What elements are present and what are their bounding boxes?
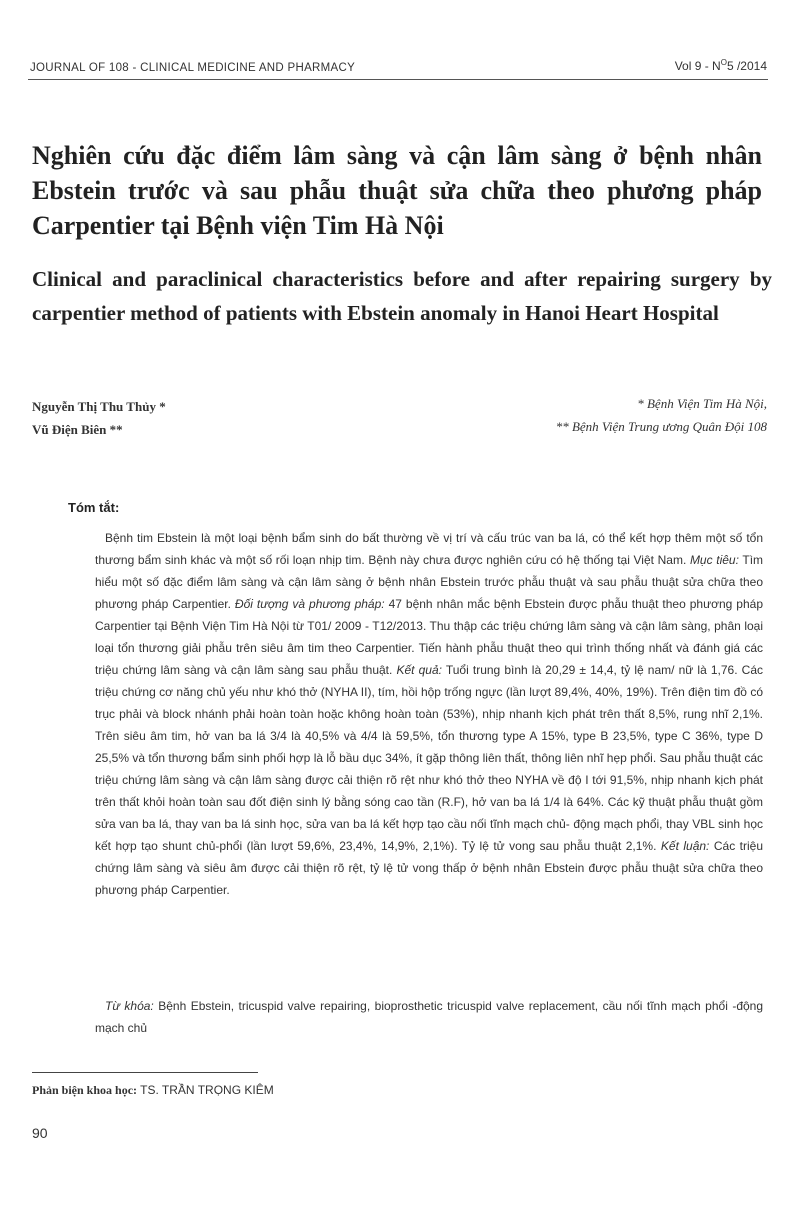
volume-issue [675,58,767,73]
method-text: 47 bệnh nhân mắc bệnh Ebstein được phẫu thuật theo phương pháp Carpentier tại Bệnh Viện Tim Hà Nội từ T01/ 2009 - T12/2013. Thu thập các triệu chứng lâm sàng và cận lâm sàng, phân loại loại tổn thương giải phẫu trên siêu âm tim theo Carpentier. Tiến hành phẫu thuật theo qui trình thống nhất và đánh giá các triệu chứng lâm sàng và cận lâm sàng sau phẫu thuật. [95,597,764,677]
author-2: Vũ Điện Biên ** [32,422,123,437]
aim-label: Mục tiêu: [689,553,739,567]
result-label: Kết quả: [396,663,442,677]
conclusion-text: Các triệu chứng lâm sàng và siêu âm được cải thiện rõ rệt, tỷ lệ tử vong thấp ở bệnh nhân Ebstein được phẫu thuật sửa chữa theo phương pháp Carpentier. [95,839,764,897]
keywords [95,995,763,1039]
abstract-body [95,527,763,901]
abstract-intro: Bệnh tim Ebstein là một loại bệnh bẩm sinh do bất thường về vị trí và cấu trúc van ba lá, có thể kết hợp thêm một số tổn thương bẩm sinh khác và một số rối loạn nhịp tim. Bệnh này chưa được nghiên cứu có hệ thống tại Việt Nam. [95,531,763,567]
author-1: Nguyễn Thị Thu Thủy * [32,399,166,414]
author-list [32,395,166,441]
footnote-divider [32,1072,258,1073]
method-label: Đối tượng và phương pháp: [234,597,385,611]
volume-superscript: O [720,58,727,67]
aim-text: Tìm hiểu một số đặc điểm lâm sàng và cận lâm sàng ở bệnh nhân Ebstein trước phẫu thuật và sau phẫu thuật sửa chữa theo phương pháp Carpentier. [95,553,764,611]
conclusion-label: Kết luận: [660,839,710,853]
volume-suffix: 5 /2014 [726,59,767,73]
journal-name: JOURNAL OF 108 - CLINICAL MEDICINE AND PHARMACY [30,62,356,74]
result-text: Tuổi trung bình là 20,29 ± 14,4, tỷ lệ nam/ nữ là 1,76. Các triệu chứng cơ năng chủ yếu như khó thở (NYHA II), tím, hồi hộp trống ngực (lần lượt 89,4%, 40%, 19%). Trên điện tim đồ có trục phải và block nhánh phải hoàn toàn hoặc không hoàn toàn (53%), nhịp nhanh kịch phát trên thất 8,5%, rung nhĩ 2,1%. Trên siêu âm tim, hở van ba lá 3/4 là 40,5% và 4/4 là 59,5%, tổn thương type A 15%, type B 23,5%, type C 36%, type D 25,5% và tổn thương bẩm sinh phối hợp là lỗ bầu dục 34%, ít gặp thông liên thất, thông liên nhĩ hẹp phổi. Sau phẫu thuật các triệu chứng lâm sàng và cận lâm sàng được cải thiện rõ rệt như khó thở theo NYHA về độ I tới 91,5%, nhịp nhanh kịch phát trên thất khỏi hoàn toàn sau đốt điện sinh lý bằng sóng cao tần (R.F), hở van ba lá 1/4 là 64%. Các kỹ thuật phẫu thuật gồm sửa van ba lá, thay van ba lá sinh học, sửa van ba lá kết hợp tạo cầu nối tĩnh mạch chủ- động mạch phổi, thay VBL sinh học kết hợp tạo shunt chủ-phổi (lần lượt 59,6%, 23,4%, 14,9%, 2,1%). Tỷ lệ tử vong sau phẫu thuật 2,1%. [95,663,764,853]
title-vietnamese: Nghiên cứu đặc điểm lâm sàng và cận lâm sàng ở bệnh nhân Ebstein trước và sau phẫu thuật sửa chữa theo phương pháp Carpentier tại Bệnh viện Tim Hà Nội [32,141,762,240]
header-divider [28,79,768,80]
reviewer-label: Phản biện khoa học: [32,1083,138,1097]
abstract-heading: Tóm tắt: [68,500,120,515]
affiliation-list [556,392,767,438]
reviewer-name: TS. TRẦN TRỌNG KIÊM [137,1083,274,1097]
page-number: 90 [32,1125,48,1141]
title-english: Clinical and paraclinical characteristics before and after repairing surgery by carpentier method of patients with Ebstein anomaly in Hanoi Heart Hospital [32,267,772,325]
affiliation-1: * Bệnh Viện Tim Hà Nội, [637,396,767,411]
affiliation-2: ** Bệnh Viện Trung ương Quân Đội 108 [555,419,767,434]
reviewer-note [32,1083,274,1098]
keywords-label: Từ khóa: [105,999,154,1013]
keywords-text: Bệnh Ebstein, tricuspid valve repairing, bioprosthetic tricuspid valve replacement, cầu nối tĩnh mạch phổi -động mạch chủ [95,999,764,1035]
volume-prefix: Vol 9 - N [674,59,721,73]
